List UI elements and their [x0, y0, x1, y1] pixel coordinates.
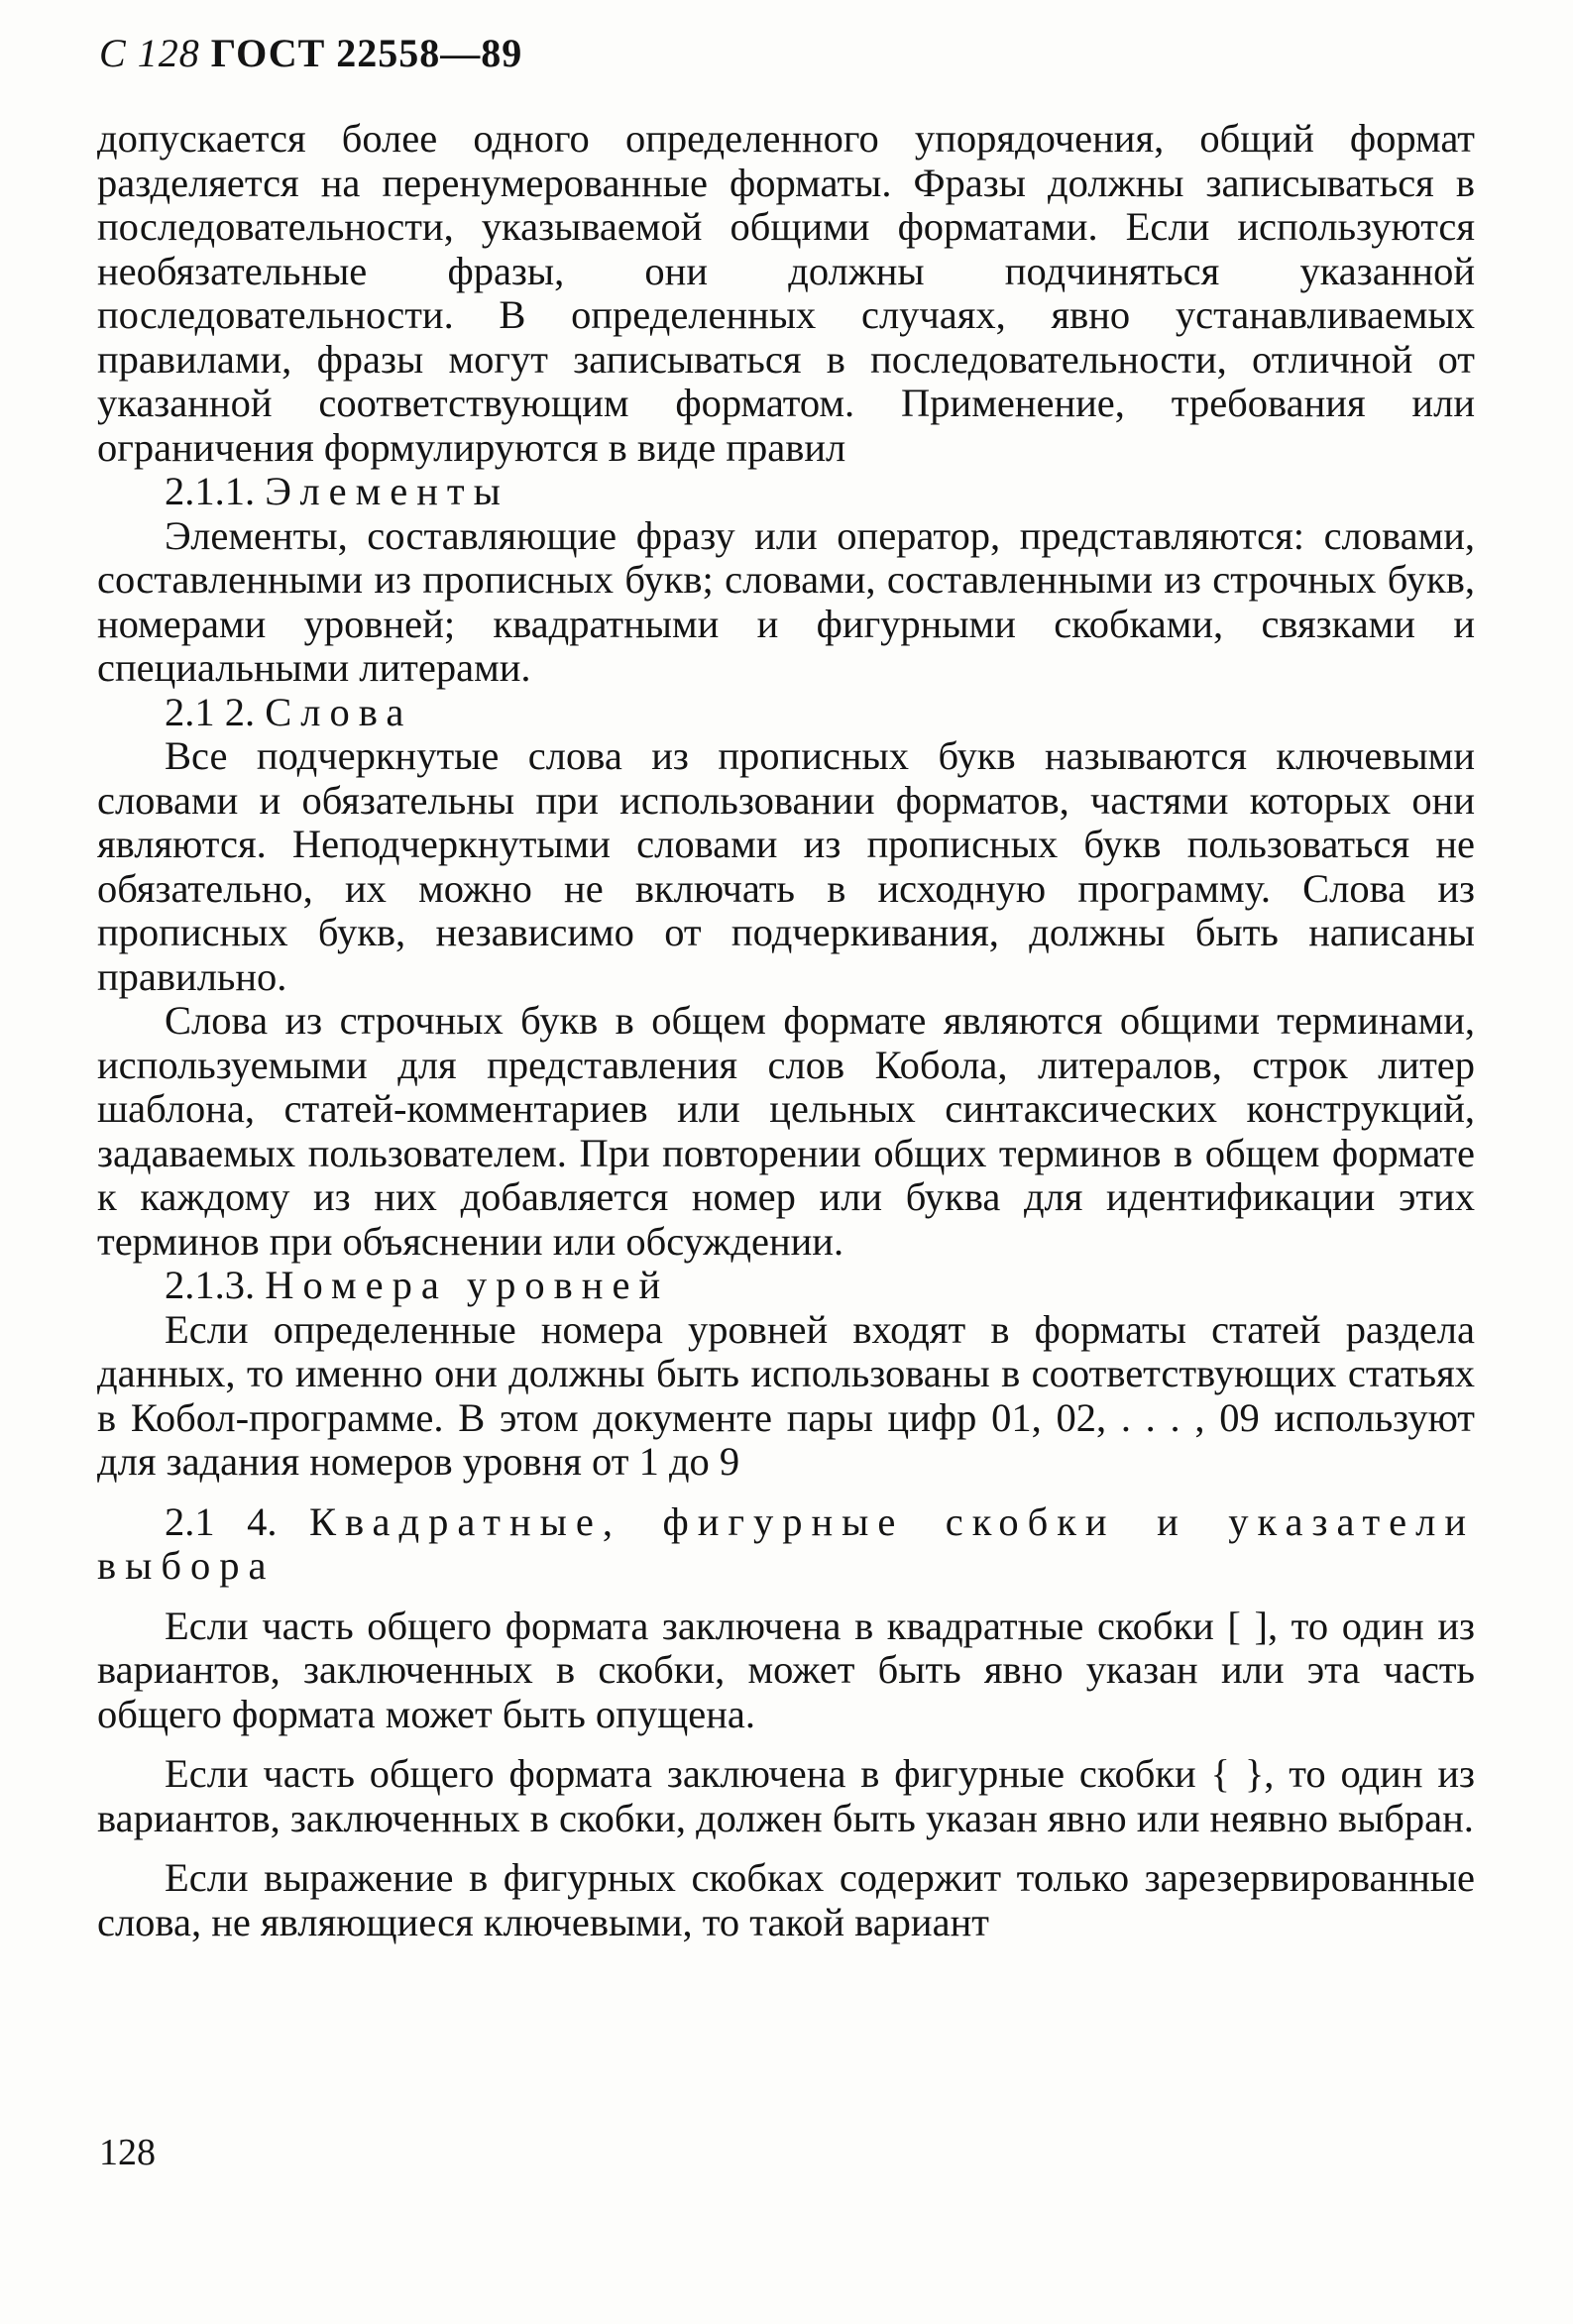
- section-heading-level-numbers: [97, 1264, 1475, 1308]
- section-paragraph: Если определенные номера уровней входят в форматы статей раздела данных, то именно они должны быть использованы в соответствующих статьях в Кобол-программе. В этом документе пары цифр 01, 02, . . . , 09 используют для задания номеров уровня от 1 до 9: [97, 1306, 1475, 1484]
- section-title: Квадратные, фигурные скобки и указатели выбора: [97, 1498, 1475, 1588]
- section-title: Элементы: [265, 469, 509, 513]
- section-heading-brackets: [97, 1500, 1475, 1589]
- section-paragraph: Все подчеркнутые слова из прописных букв называются ключевыми словами и обязательны при использовании форматов, частями которых они являются. Неподчеркнутыми словами из прописных букв пользоваться не обязательно, их можно не включать в исходную программу. Слова из прописных букв, независимо от подчеркивания, должны быть написаны правильно.: [97, 733, 1475, 999]
- header-standard: ГОСТ 22558—89: [210, 31, 523, 75]
- section-title: Номера уровней: [265, 1263, 670, 1307]
- header-page-number: 128: [137, 31, 200, 75]
- section-paragraph: Элементы, составляющие фразу или оператор, представляются: словами, составленными из прописных букв; словами, составленными из строчных букв, номерами уровней; квадратными и фигурными скобками, связками и специальными литерами.: [97, 512, 1475, 690]
- header-prefix: С: [99, 31, 127, 75]
- section-paragraph: Слова из строчных букв в общем формате являются общими терминами, используемыми для представления слов Кобола, литералов, строк литер шаблона, статей-комментариев или цельных синтаксических конструкций, задаваемых пользователем. При повторении общих терминов в общем формате к каждому из них добавляется номер или буква для идентификации этих терминов при объяснении или обсуждении.: [97, 998, 1475, 1264]
- page-body: [97, 117, 1475, 1944]
- page-header: [99, 30, 522, 76]
- section-paragraph: Если часть общего формата заключена в квадратные скобки [ ], то один из вариантов, заключенных в скобки, может быть явно указан или эта часть общего формата может быть опущена.: [97, 1603, 1475, 1736]
- section-number: 2.1 4.: [165, 1498, 278, 1544]
- section-heading-words: [97, 691, 1475, 735]
- section-paragraph: Если выражение в фигурных скобках содержит только зарезервированные слова, не являющиеся ключевыми, то такой вариант: [97, 1855, 1475, 1944]
- section-number: 2.1.3.: [165, 1263, 256, 1307]
- section-heading-elements: [97, 470, 1475, 514]
- section-title: Слова: [265, 689, 413, 734]
- section-paragraph: Если часть общего формата заключена в фигурные скобки { }, то один из вариантов, заключенных в скобки, должен быть указан явно или неявно выбран.: [97, 1751, 1475, 1840]
- section-number: 2.1.1.: [165, 469, 256, 513]
- page-footer-number: 128: [99, 2132, 156, 2173]
- section-number: 2.1 2.: [165, 689, 256, 734]
- intro-paragraph: допускается более одного определенного упорядочения, общий формат разделяется на перенумерованные форматы. Фразы должны записываться в последовательности, указываемой общими форматами. Если используются необязательные фразы, они должны подчиняться указанной последовательности. В определенных случаях, явно устанавливаемых правилами, фразы могут записываться в последовательности, отличной от указанной соответствующим форматом. Применение, требования или ограничения формулируются в виде правил: [97, 116, 1475, 470]
